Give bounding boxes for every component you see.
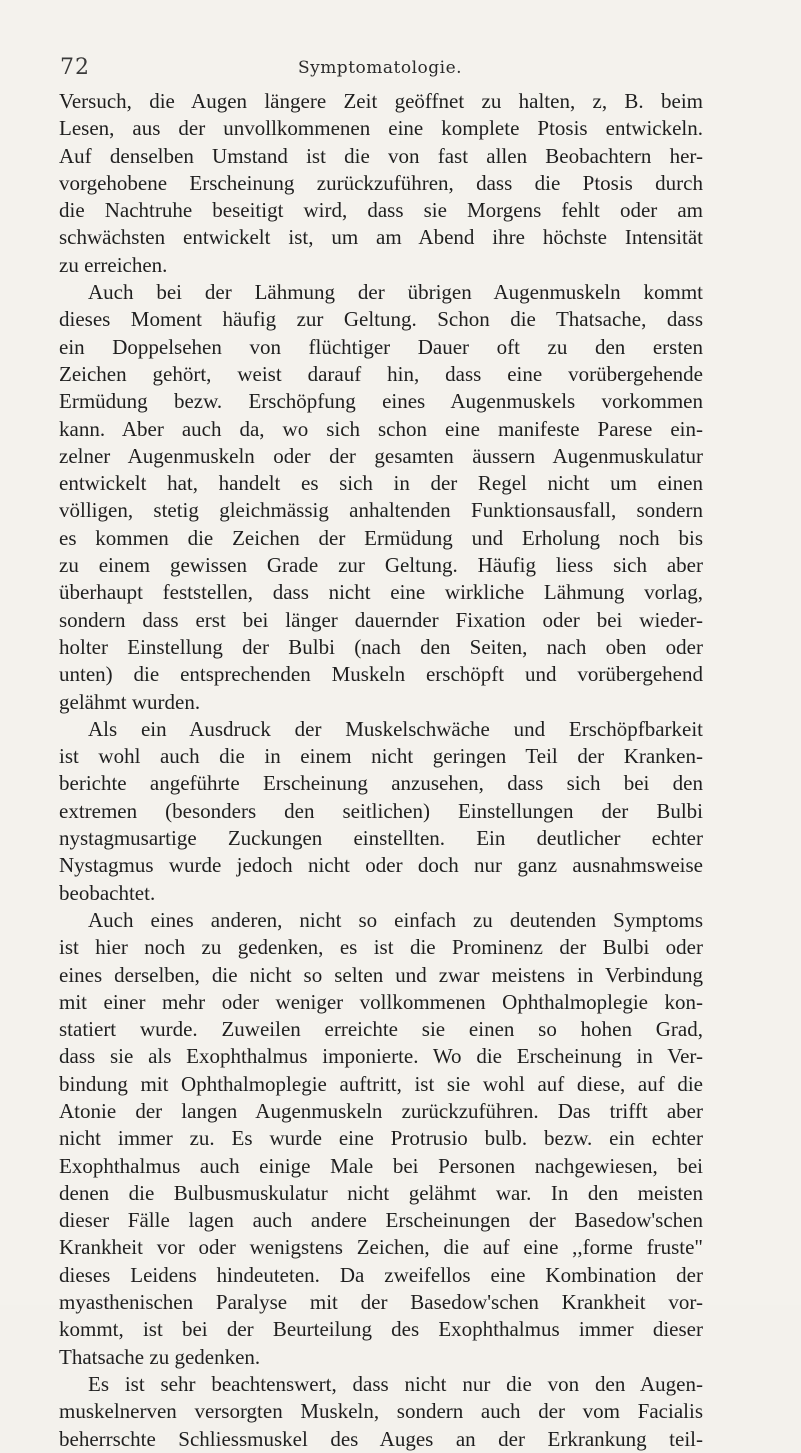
text-line: Atonie der langen Augenmuskeln zurückzuführen. Das trifft aber: [59, 1098, 703, 1123]
text-line: dieser Fälle lagen auch andere Erscheinungen der Basedow'schen: [59, 1208, 703, 1233]
text-line: Versuch, die Augen längere Zeit geöffnet zu halten, z, B. beim: [59, 89, 703, 113]
text-line: kommt, ist bei der Beurteilung des Exophthalmus immer dieser: [59, 1317, 703, 1342]
text-line: Auf denselben Umstand ist die von fast allen Beobachtern her-: [59, 143, 703, 168]
text-line: die Nachtruhe beseitigt wird, dass sie Morgens fehlt oder am: [59, 198, 703, 223]
text-line: nicht immer zu. Es wurde eine Protrusio bulb. bezw. ein echter: [59, 1126, 703, 1151]
text-line: kann. Aber auch da, wo sich schon eine manifeste Parese ein-: [59, 416, 703, 441]
text-line: denen die Bulbusmuskulatur nicht gelähmt war. In den meisten: [59, 1180, 703, 1205]
text-line: vorgehobene Erscheinung zurückzuführen, dass die Ptosis durch: [59, 170, 703, 195]
text-line: muskelnerven versorgten Muskeln, sondern auch der vom Facialis: [59, 1399, 703, 1424]
text-line: Krankheit vor oder wenigstens Zeichen, die auf eine ,,forme fruste": [59, 1235, 703, 1260]
text-line: ist wohl auch die in einem nicht geringen Teil der Kranken-: [59, 744, 703, 769]
text-line: nystagmusartige Zuckungen einstellten. Ein deutlicher echter: [59, 826, 703, 851]
text-line: gelähmt wurden.: [59, 689, 201, 714]
running-title: Symptomatologie.: [297, 58, 463, 78]
body-text: [59, 88, 703, 1453]
page-number: 72: [60, 55, 90, 80]
text-line: Ermüdung bezw. Erschöpfung eines Augenmuskels vorkommen: [59, 389, 703, 414]
text-line: eines derselben, die nicht so selten und zwar meistens in Verbindung: [59, 962, 703, 987]
text-line: dass sie als Exophthalmus imponierte. Wo die Erscheinung in Ver-: [59, 1044, 703, 1069]
text-line: völligen, stetig gleichmässig anhaltenden Funktionsausfall, sondern: [59, 498, 703, 523]
text-line: sondern dass erst bei länger dauernder Fixation oder bei wieder-: [59, 607, 703, 632]
text-line: berichte angeführte Erscheinung anzusehen, dass sich bei den: [59, 771, 703, 796]
text-line: dieses Moment häufig zur Geltung. Schon die Thatsache, dass: [59, 307, 703, 332]
text-line: zu einem gewissen Grade zur Geltung. Häufig liess sich aber: [59, 553, 703, 578]
text-line: entwickelt hat, handelt es sich in der Regel nicht um einen: [59, 471, 703, 496]
text-line: dieses Leidens hindeuteten. Da zweifellos eine Kombination der: [59, 1262, 703, 1287]
text-line: unten) die entsprechenden Muskeln erschöpft und vorübergehend: [59, 662, 703, 687]
text-line: Als ein Ausdruck der Muskelschwäche und Erschöpfbarkeit: [88, 716, 703, 741]
text-line: Es ist sehr beachtenswert, dass nicht nur die von den Augen-: [88, 1371, 703, 1396]
text-line: zelner Augenmuskeln oder der gesamten äussern Augenmuskulatur: [59, 443, 703, 468]
text-line: statiert wurde. Zuweilen erreichte sie einen so hohen Grad,: [59, 1017, 703, 1042]
text-line: beobachtet.: [59, 880, 156, 905]
text-line: Zeichen gehört, weist darauf hin, dass eine vorübergehende: [59, 361, 703, 386]
text-line: ein Doppelsehen von flüchtiger Dauer oft zu den ersten: [59, 334, 703, 359]
text-line: holter Einstellung der Bulbi (nach den Seiten, nach oben oder: [59, 634, 703, 659]
text-line: beherrschte Schliessmuskel des Auges an der Erkrankung teil-: [59, 1426, 703, 1451]
text-line: überhaupt feststellen, dass nicht eine wirkliche Lähmung vorlag,: [59, 580, 703, 605]
text-line: ist hier noch zu gedenken, es ist die Prominenz der Bulbi oder: [59, 935, 703, 960]
text-line: myasthenischen Paralyse mit der Basedow'schen Krankheit vor-: [59, 1290, 703, 1315]
text-line: mit einer mehr oder weniger vollkommenen Ophthalmoplegie kon-: [59, 989, 703, 1014]
text-line: Nystagmus wurde jedoch nicht oder doch nur ganz ausnahmsweise: [59, 853, 703, 878]
text-line: Lesen, aus der unvollkommenen eine komplete Ptosis entwickeln.: [59, 116, 703, 141]
text-line: zu erreichen.: [59, 252, 168, 277]
text-line: bindung mit Ophthalmoplegie auftritt, ist sie wohl auf diese, auf die: [59, 1071, 703, 1096]
text-line: Auch bei der Lähmung der übrigen Augenmuskeln kommt: [88, 280, 703, 305]
text-line: extremen (besonders den seitlichen) Einstellungen der Bulbi: [59, 798, 703, 823]
page-header: [60, 55, 700, 85]
text-line: schwächsten entwickelt ist, um am Abend ihre höchste Intensität: [59, 225, 703, 250]
text-line: Thatsache zu gedenken.: [59, 1344, 261, 1369]
text-line: Auch eines anderen, nicht so einfach zu deutenden Symptoms: [88, 907, 703, 932]
text-line: es kommen die Zeichen der Ermüdung und Erholung noch bis: [59, 525, 703, 550]
text-line: Exophthalmus auch einige Male bei Personen nachgewiesen, bei: [59, 1153, 703, 1178]
